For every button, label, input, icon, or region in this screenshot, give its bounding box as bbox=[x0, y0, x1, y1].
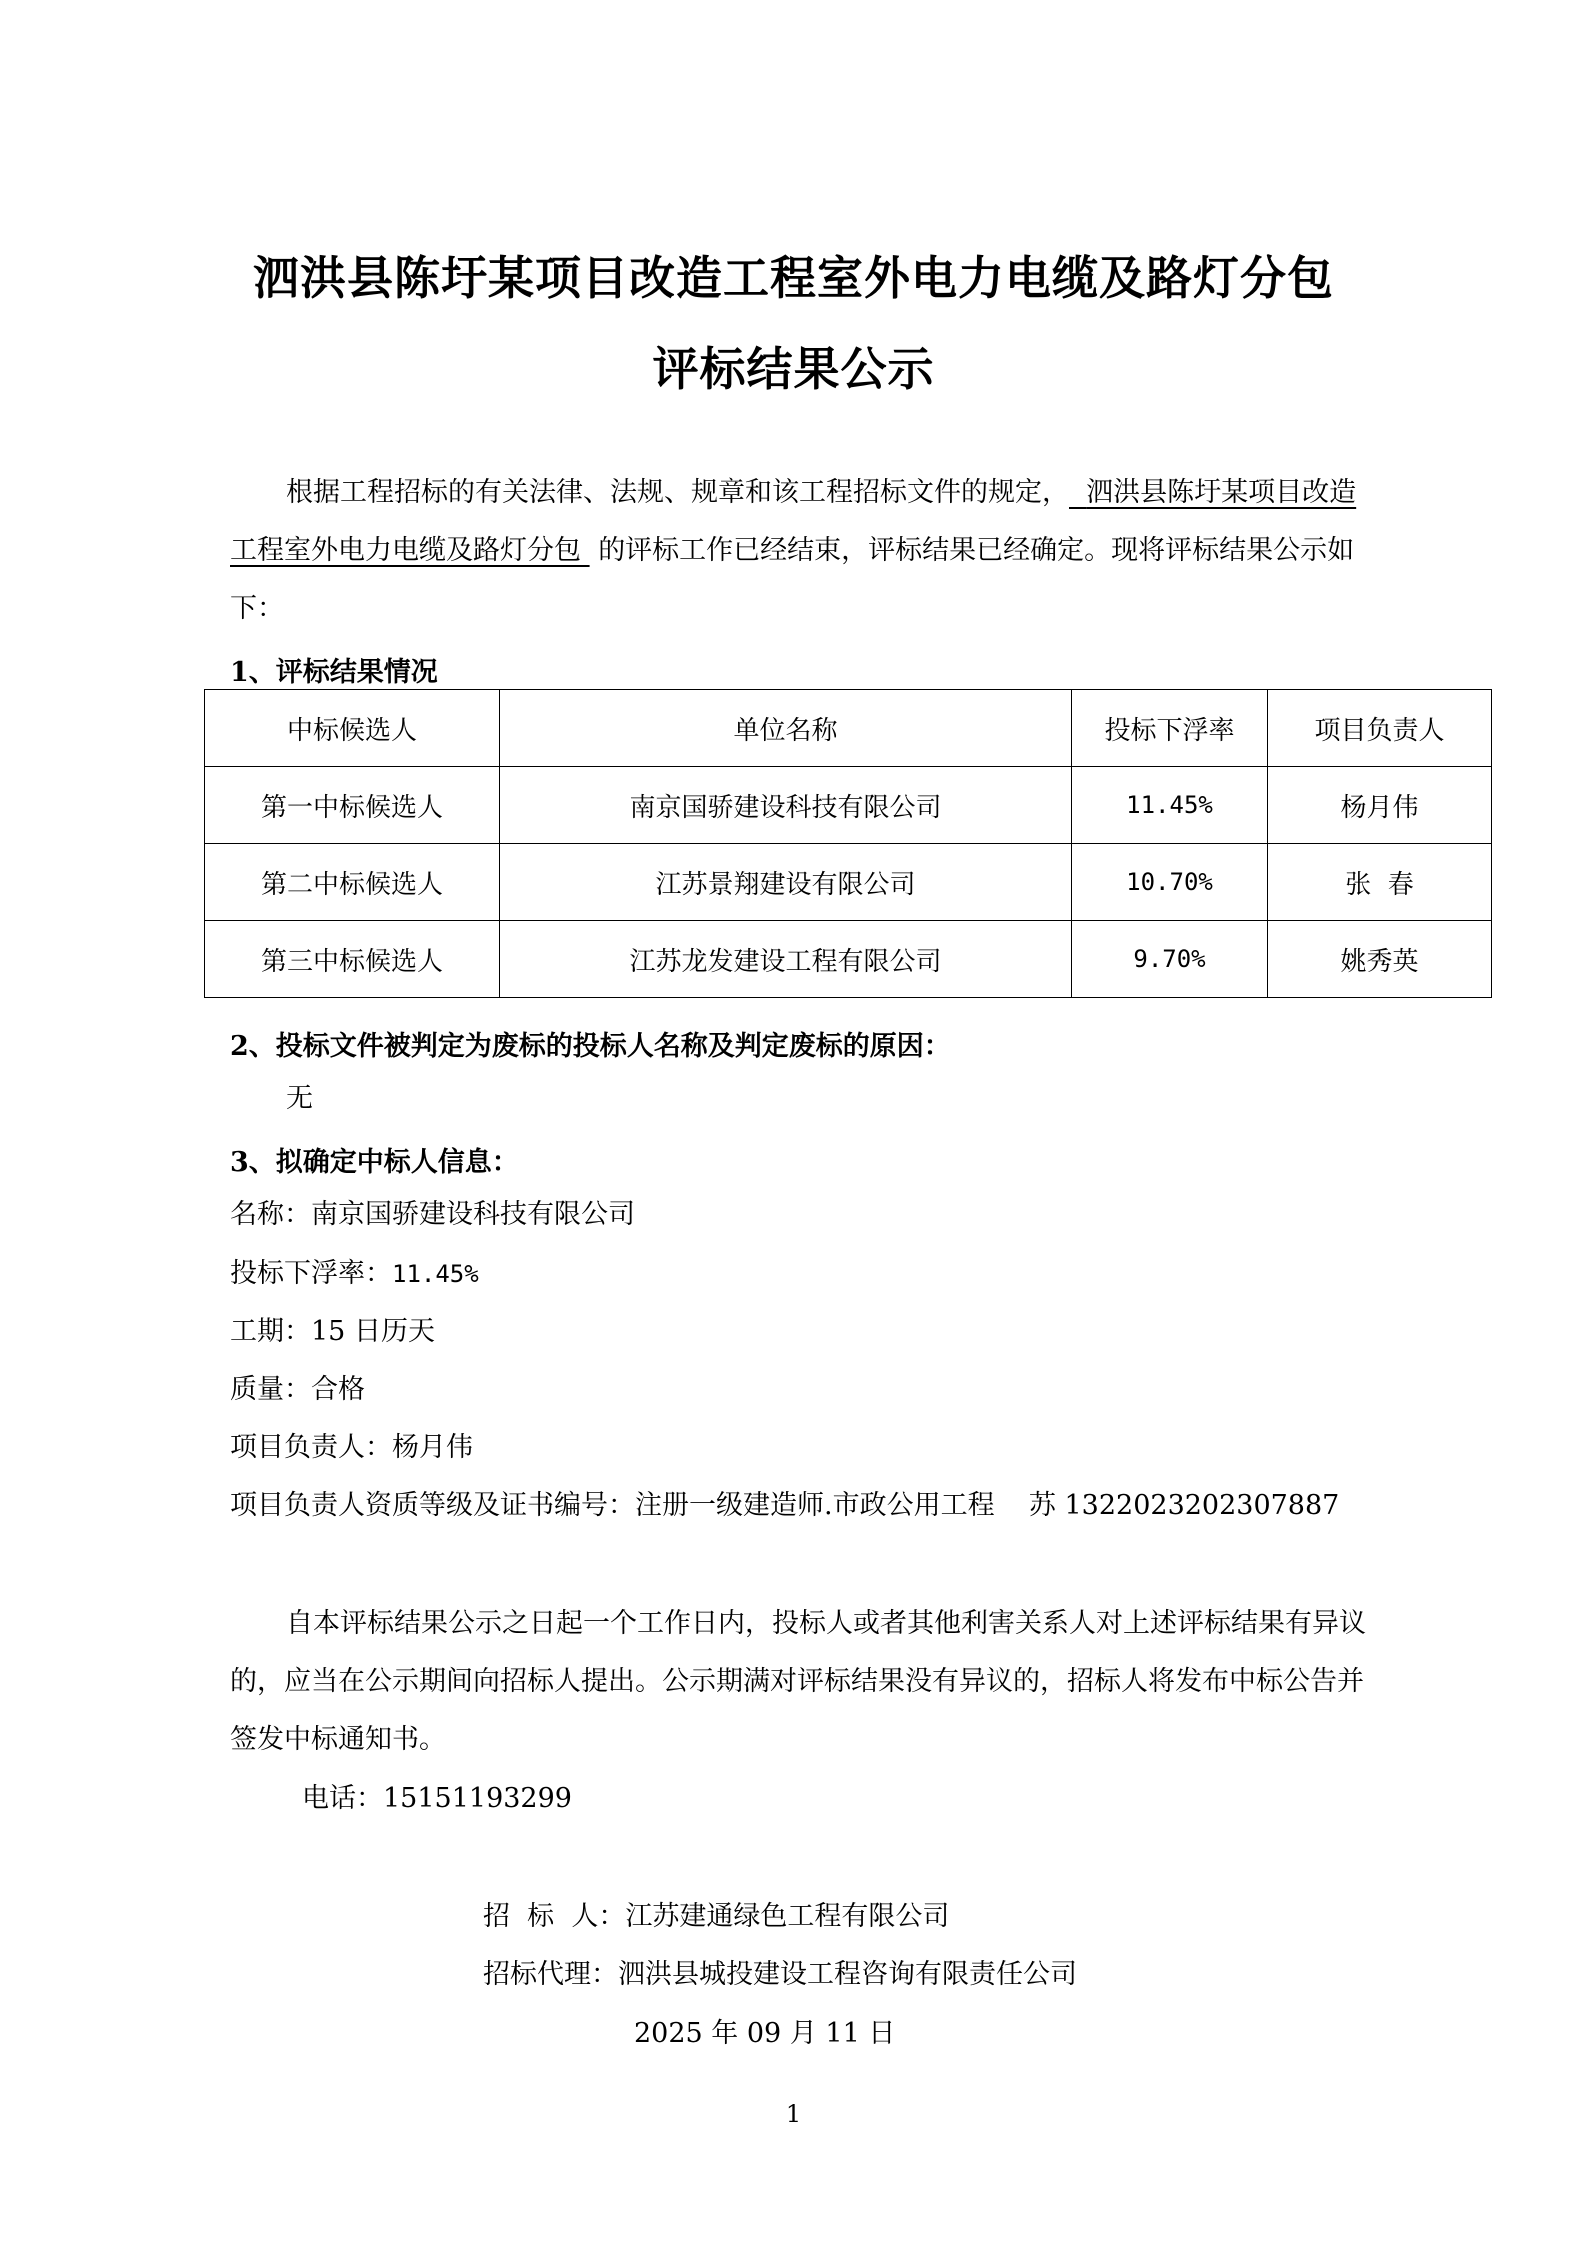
winner-manager: 项目负责人：杨月伟 bbox=[230, 1432, 473, 1463]
intro-line2 bbox=[230, 532, 1354, 570]
cell-candidate: 第一中标候选人 bbox=[205, 767, 500, 844]
document-title-line1: 泗洪县陈圩某项目改造工程室外电力电缆及路灯分包 bbox=[253, 251, 1334, 305]
winner-rate: 投标下浮率：11.45% bbox=[230, 1258, 479, 1289]
intro-project-part2: 工程室外电力电缆及路灯分包 bbox=[230, 535, 581, 566]
cell-manager: 张 春 bbox=[1268, 844, 1492, 921]
cell-candidate: 第三中标候选人 bbox=[205, 921, 500, 998]
notice-line1: 自本评标结果公示之日起一个工作日内，投标人或者其他利害关系人对上述评标结果有异议 bbox=[286, 1608, 1366, 1639]
page-number: 1 bbox=[785, 2100, 802, 2128]
table-row bbox=[205, 767, 1492, 844]
tender-agent: 招标代理：泗洪县城投建设工程咨询有限责任公司 bbox=[483, 1959, 1077, 1990]
tenderer: 招 标 人：江苏建通绿色工程有限公司 bbox=[483, 1901, 950, 1932]
cell-company: 江苏景翔建设有限公司 bbox=[500, 844, 1072, 921]
notice-line2: 的，应当在公示期间向招标人提出。公示期满对评标结果没有异议的，招标人将发布中标公告并 bbox=[230, 1666, 1364, 1697]
section3-heading: 3、拟确定中标人信息： bbox=[230, 1147, 519, 1178]
section1-heading: 1、评标结果情况 bbox=[230, 657, 438, 688]
cell-company: 江苏龙发建设工程有限公司 bbox=[500, 921, 1072, 998]
cell-rate: 9.70% bbox=[1072, 921, 1268, 998]
table-header-row bbox=[205, 690, 1492, 767]
header-rate: 投标下浮率 bbox=[1072, 690, 1268, 767]
document-title-line2: 评标结果公示 bbox=[652, 342, 935, 396]
header-company: 单位名称 bbox=[500, 690, 1072, 767]
intro-project-part1: 泗洪县陈圩某项目改造 bbox=[1086, 477, 1357, 508]
table-row bbox=[205, 844, 1492, 921]
header-candidate: 中标候选人 bbox=[205, 690, 500, 767]
winner-name: 名称：南京国骄建设科技有限公司 bbox=[230, 1199, 635, 1230]
publish-date: 2025 年 09 月 11 日 bbox=[634, 2018, 896, 2049]
intro-line3: 下： bbox=[230, 593, 284, 624]
winner-certificate: 项目负责人资质等级及证书编号：注册一级建造师.市政公用工程 苏 1322023202307887 bbox=[230, 1490, 1340, 1521]
evaluation-results-table bbox=[204, 689, 1492, 998]
winner-quality: 质量：合格 bbox=[230, 1374, 365, 1405]
winner-duration: 工期：15 日历天 bbox=[230, 1316, 435, 1347]
intro-suffix: 的评标工作已经结束，评标结果已经确定。现将评标结果公示如 bbox=[598, 535, 1355, 566]
notice-line3: 签发中标通知书。 bbox=[230, 1724, 446, 1755]
header-manager: 项目负责人 bbox=[1268, 690, 1492, 767]
intro-prefix: 根据工程招标的有关法律、法规、规章和该工程招标文件的规定， bbox=[286, 477, 1069, 508]
cell-company: 南京国骄建设科技有限公司 bbox=[500, 767, 1072, 844]
cell-rate: 11.45% bbox=[1072, 767, 1268, 844]
cell-manager: 姚秀英 bbox=[1268, 921, 1492, 998]
section2-content: 无 bbox=[286, 1083, 313, 1114]
cell-manager: 杨月伟 bbox=[1268, 767, 1492, 844]
cell-rate: 10.70% bbox=[1072, 844, 1268, 921]
contact-phone: 电话：15151193299 bbox=[302, 1783, 572, 1814]
intro-line1 bbox=[286, 474, 1356, 512]
table-row bbox=[205, 921, 1492, 998]
cell-candidate: 第二中标候选人 bbox=[205, 844, 500, 921]
section2-heading: 2、投标文件被判定为废标的投标人名称及判定废标的原因： bbox=[230, 1031, 951, 1062]
